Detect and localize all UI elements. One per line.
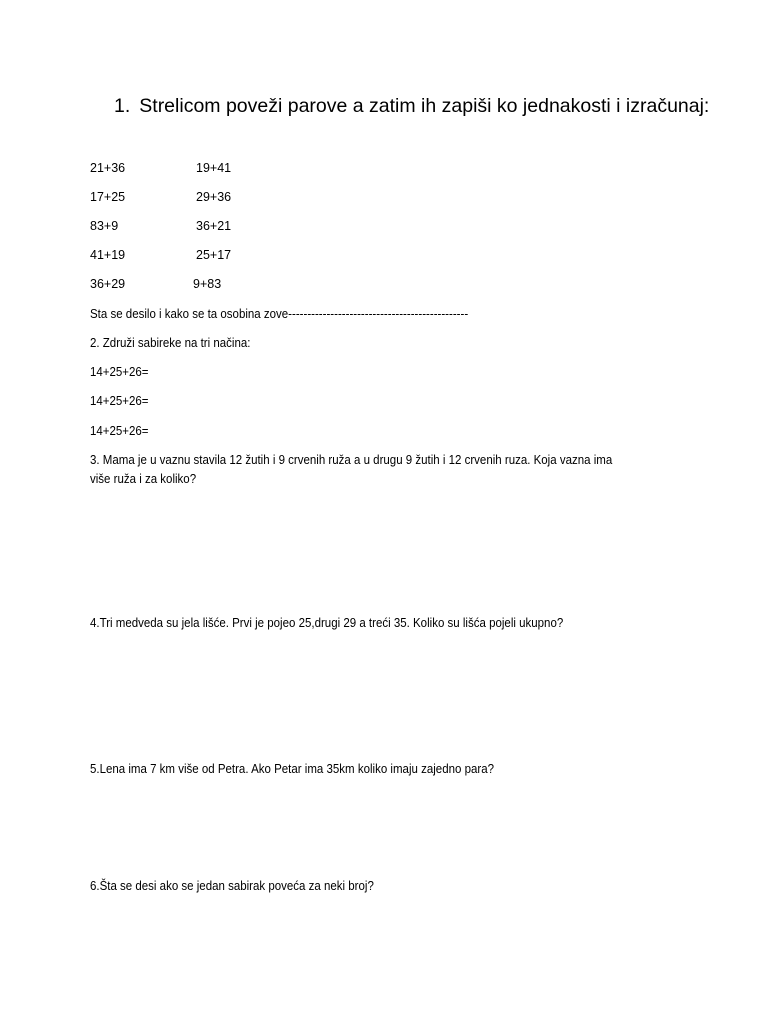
pair-left-1: 21+36 [90,161,126,175]
pair-right-4: 25+17 [196,248,232,262]
task3-line-2: više ruža i za koliko? [90,472,197,486]
task1-number: 1. [114,95,131,117]
pair-left-2: 17+25 [90,190,126,204]
task3-line-1: 3. Mama je u vaznu stavila 12 žutih i 9 crvenih ruža a u drugu 9 žutih i 12 crvenih ruza. Koja vazna ima [90,453,613,467]
task2-row-3: 14+25+26= [90,424,149,438]
pair-right-5: 9+83 [193,277,222,291]
task5-text: 5.Lena ima 7 km više od Petra. Ako Petar ima 35km koliko imaju zajedno para? [90,762,494,776]
pair-right-1: 19+41 [196,161,232,175]
task6-text: 6.Šta se desi ako se jedan sabirak poveća za neki broj? [90,879,374,893]
task1-question: Sta se desilo i kako se ta osobina zove----------------------------------------------- [90,307,469,321]
task2-row-2: 14+25+26= [90,394,149,408]
pair-right-2: 29+36 [196,190,232,204]
task4-text: 4.Tri medveda su jela lišće. Prvi je pojeo 25,drugi 29 a treći 35. Koliko su lišća pojeli ukupno? [90,616,564,630]
pair-left-5: 36+29 [90,277,126,291]
pair-left-3: 83+9 [90,219,119,233]
pair-left-4: 41+19 [90,248,126,262]
task2-title: 2. Združi sabireke na tri načina: [90,336,251,350]
task1-heading [114,95,709,118]
task1-title: Strelicom poveži parove a zatim ih zapiši ko jednakosti i izračunaj: [139,95,710,117]
pair-right-3: 36+21 [196,219,232,233]
task2-row-1: 14+25+26= [90,365,149,379]
